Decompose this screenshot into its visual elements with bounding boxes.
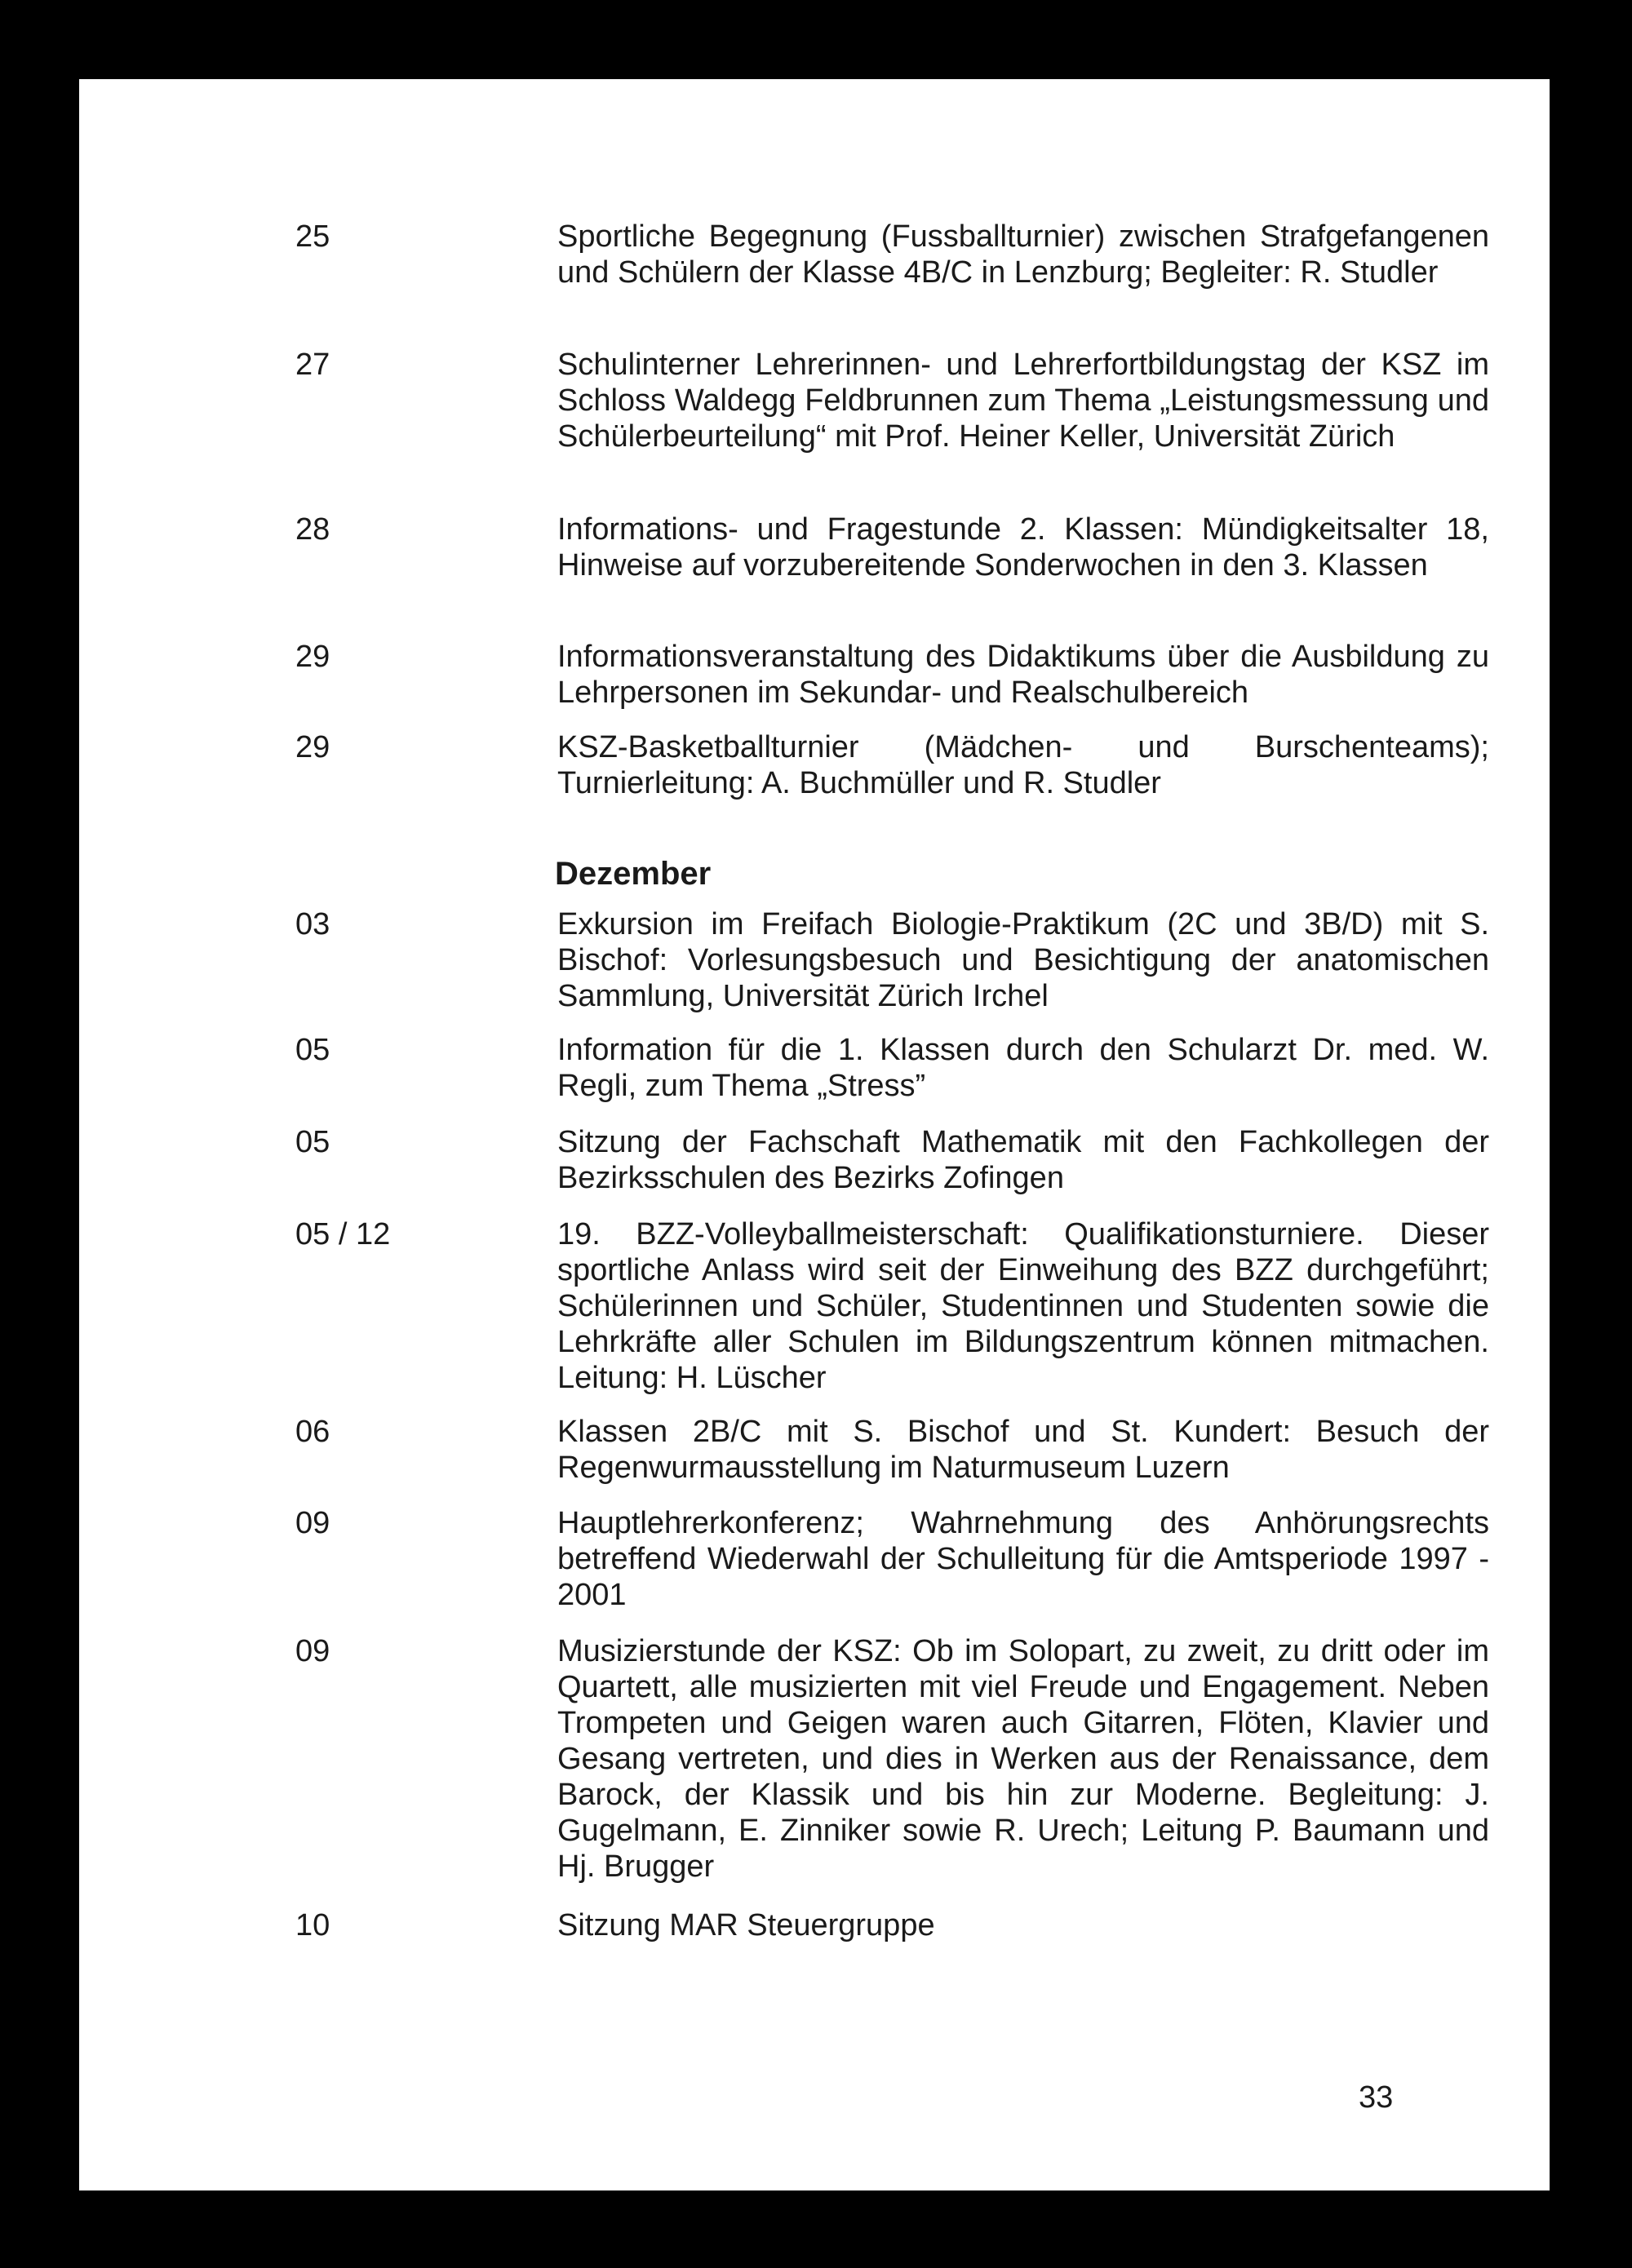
entry-text: Klassen 2B/C mit S. Bischof und St. Kundert: Besuch der Regenwurmausstellung im Naturmuseum Luzern bbox=[557, 1415, 1489, 1485]
entry-text: Informations- und Fragestunde 2. Klassen: Mündigkeitsalter 18, Hinweise auf vorzubereitende Sonderwochen in den 3. Klassen bbox=[557, 512, 1489, 583]
entry-text: KSZ-Basketballturnier (Mädchen- und Burschenteams); Turnierleitung: A. Buchmüller und R. Studler bbox=[557, 730, 1489, 800]
entry-date: 05 bbox=[295, 1033, 330, 1067]
page-number: 33 bbox=[1359, 2080, 1394, 2115]
entry-date: 27 bbox=[295, 348, 330, 382]
entry-text: 19. BZZ-Volleyballmeisterschaft: Qualifikationsturniere. Dieser sportliche Anlass wird seit der Einweihung des BZZ durchgeführt; Schülerinnen und Schüler, Studentinnen und Studenten sowie die Lehrkräfte aller Schulen im Bildungszentrum können mitmachen. Leitung: H. Lüscher bbox=[557, 1217, 1489, 1395]
entry-text: Musizierstunde der KSZ: Ob im Solopart, zu zweit, zu dritt oder im Quartett, alle musizierten mit viel Freude und Engagement. Neben Trompeten und Geigen waren auch Gitarren, Flöten, Klavier und Gesang vertreten, und dies in Werken aus der Renaissance, dem Barock, der Klassik und bis hin zur Moderne. Begleitung: J. Gugelmann, E. Zinniker sowie R. Urech; Leitung P. Baumann und Hj. Brugger bbox=[557, 1634, 1489, 1884]
entry-date: 05 bbox=[295, 1125, 330, 1159]
entry-text: Sitzung MAR Steuergruppe bbox=[557, 1908, 935, 1942]
entry-date: 09 bbox=[295, 1506, 330, 1540]
entry-text: Schulinterner Lehrerinnen- und Lehrerfortbildungstag der KSZ im Schloss Waldegg Feldbrunnen zum Thema „Leistungsmessung und Schülerbeurteilung“ mit Prof. Heiner Keller, Universität Zürich bbox=[557, 348, 1489, 454]
entry-date: 28 bbox=[295, 512, 330, 547]
document-page bbox=[79, 79, 1550, 2190]
entry-text: Exkursion im Freifach Biologie-Praktikum (2C und 3B/D) mit S. Bischof: Vorlesungsbesuch und Besichtigung der anatomischen Sammlung, Universität Zürich Irchel bbox=[557, 907, 1489, 1013]
entry-date: 25 bbox=[295, 219, 330, 254]
entry-text: Sitzung der Fachschaft Mathematik mit den Fachkollegen der Bezirksschulen des Bezirks Zofingen bbox=[557, 1125, 1489, 1195]
entry-date: 05 / 12 bbox=[295, 1217, 391, 1251]
entry-date: 09 bbox=[295, 1634, 330, 1668]
entry-text: Hauptlehrerkonferenz; Wahrnehmung des Anhörungsrechts betreffend Wiederwahl der Schulleitung für die Amtsperiode 1997 - 2001 bbox=[557, 1506, 1489, 1612]
entry-text: Information für die 1. Klassen durch den Schularzt Dr. med. W. Regli, zum Thema „Stress” bbox=[557, 1033, 1489, 1103]
entry-date: 03 bbox=[295, 907, 330, 941]
entry-date: 06 bbox=[295, 1415, 330, 1449]
entry-date: 29 bbox=[295, 730, 330, 764]
entry-text: Sportliche Begegnung (Fussballturnier) zwischen Strafgefangenen und Schülern der Klasse 4B/C in Lenzburg; Begleiter: R. Studler bbox=[557, 219, 1489, 290]
entry-text: Informationsveranstaltung des Didaktikums über die Ausbildung zu Lehrpersonen im Sekundar- und Realschulbereich bbox=[557, 640, 1489, 710]
entry-date: 29 bbox=[295, 640, 330, 674]
section-heading-december: Dezember bbox=[555, 856, 712, 892]
entry-date: 10 bbox=[295, 1908, 330, 1942]
